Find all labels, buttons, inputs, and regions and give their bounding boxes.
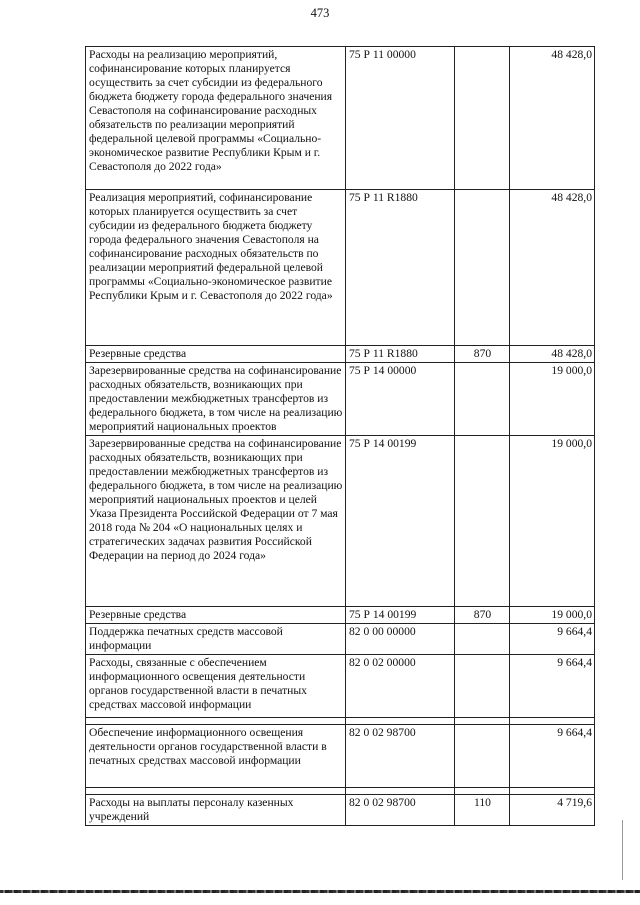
row-code-cell: 75 Р 11 R1880	[346, 190, 455, 346]
row-vr-cell	[455, 363, 510, 436]
table-row	[86, 190, 595, 346]
spacer-cell	[510, 788, 595, 795]
scan-margin-line	[622, 820, 623, 880]
row-vr-cell: 110	[455, 795, 510, 826]
row-vr-cell	[455, 436, 510, 607]
row-name-cell: Поддержка печатных средств массовой информации	[86, 624, 346, 655]
table-row	[86, 346, 595, 363]
table-row	[86, 607, 595, 624]
row-name-cell: Обеспечение информационного освещения деятельности органов государственной власти в печатных средствах массовой информации	[86, 725, 346, 788]
table-row	[86, 795, 595, 826]
row-name-cell: Резервные средства	[86, 607, 346, 624]
row-sum-cell: 9 664,4	[510, 725, 595, 788]
row-vr-cell	[455, 725, 510, 788]
row-vr-cell: 870	[455, 607, 510, 624]
row-sum-cell: 48 428,0	[510, 346, 595, 363]
table-spacer	[86, 718, 595, 725]
row-sum-cell: 19 000,0	[510, 363, 595, 436]
row-name-cell: Расходы на реализацию мероприятий, софинансирование которых планируется осуществить за счет субсидии из федерального бюджета бюджету города федерального значения Севастополя на софинансирование расходных обязательств по реализации мероприятий федеральной целевой программы «Социально-экономическое развитие Республики Крым и г. Севастополя до 2022 года»	[86, 47, 346, 190]
spacer-cell	[346, 788, 455, 795]
spacer-cell	[86, 788, 346, 795]
spacer-cell	[346, 718, 455, 725]
spacer-cell	[510, 718, 595, 725]
row-name-cell: Резервные средства	[86, 346, 346, 363]
row-vr-cell: 870	[455, 346, 510, 363]
row-code-cell: 82 0 02 00000	[346, 655, 455, 718]
page-number: 473	[310, 6, 330, 20]
row-code-cell: 75 Р 14 00199	[346, 607, 455, 624]
row-sum-cell: 48 428,0	[510, 47, 595, 190]
row-sum-cell: 19 000,0	[510, 607, 595, 624]
row-name-cell: Расходы, связанные с обеспечением информационного освещения деятельности органов государственной власти в печатных средствах массовой информации	[86, 655, 346, 718]
table-row	[86, 655, 595, 718]
row-code-cell: 75 Р 14 00000	[346, 363, 455, 436]
row-code-cell: 82 0 02 98700	[346, 795, 455, 826]
table-row	[86, 725, 595, 788]
row-vr-cell	[455, 655, 510, 718]
row-sum-cell: 9 664,4	[510, 624, 595, 655]
row-name-cell: Расходы на выплаты персоналу казенных учреждений	[86, 795, 346, 826]
budget-table	[85, 46, 595, 826]
table-row	[86, 624, 595, 655]
row-code-cell: 75 Р 14 00199	[346, 436, 455, 607]
row-name-cell: Реализация мероприятий, софинансирование которых планируется осуществить за счет субсидии из федерального бюджета бюджету города федерального значения Севастополя на софинансирование расходных обязательств по реализации мероприятий федеральной целевой программы «Социально-экономическое развитие Республики Крым и г. Севастополя до 2022 года»	[86, 190, 346, 346]
row-sum-cell: 19 000,0	[510, 436, 595, 607]
row-sum-cell: 9 664,4	[510, 655, 595, 718]
row-code-cell: 82 0 00 00000	[346, 624, 455, 655]
spacer-cell	[86, 718, 346, 725]
row-sum-cell: 4 719,6	[510, 795, 595, 826]
table-spacer	[86, 788, 595, 795]
row-code-cell: 82 0 02 98700	[346, 725, 455, 788]
row-code-cell: 75 Р 11 00000	[346, 47, 455, 190]
row-vr-cell	[455, 624, 510, 655]
table-row	[86, 436, 595, 607]
scan-bottom-edge	[0, 890, 640, 893]
row-name-cell: Зарезервированные средства на софинансирование расходных обязательств, возникающих при предоставлении межбюджетных трансфертов из федерального бюджета, в том числе на реализацию мероприятий национальных проектов и целей Указа Президента Российской Федерации от 7 мая 2018 года № 204 «О национальных целях и стратегических задачах развития Российской Федерации на период до 2024 года»	[86, 436, 346, 607]
table-row	[86, 47, 595, 190]
row-code-cell: 75 Р 11 R1880	[346, 346, 455, 363]
row-vr-cell	[455, 47, 510, 190]
spacer-cell	[455, 718, 510, 725]
spacer-cell	[455, 788, 510, 795]
row-name-cell: Зарезервированные средства на софинансирование расходных обязательств, возникающих при предоставлении межбюджетных трансфертов из федерального бюджета, в том числе на реализацию мероприятий национальных проектов	[86, 363, 346, 436]
table-row	[86, 363, 595, 436]
row-vr-cell	[455, 190, 510, 346]
row-sum-cell: 48 428,0	[510, 190, 595, 346]
